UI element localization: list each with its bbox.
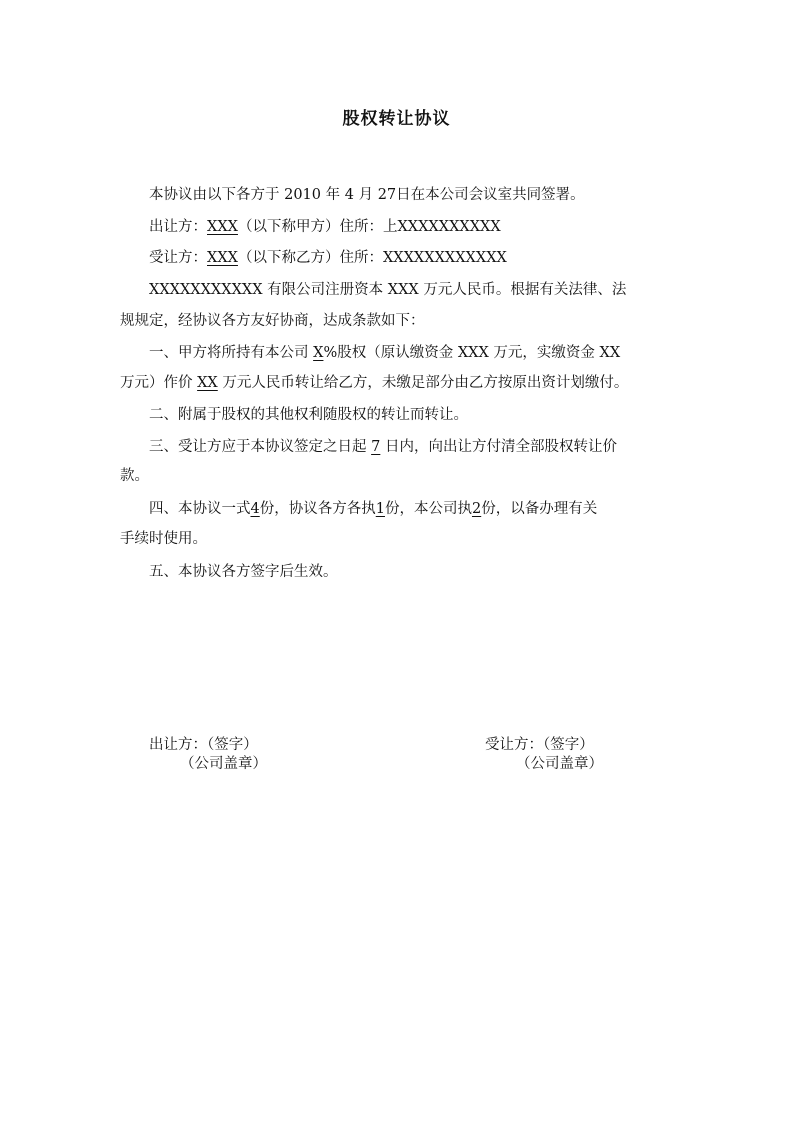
price: XX: [197, 375, 218, 391]
text: 万元）作价: [120, 375, 193, 391]
text: 日内，向出让方付清全部股权转让价: [384, 439, 617, 455]
clause-1-line1: [149, 343, 620, 363]
text: 份，以备办理有关: [481, 501, 598, 517]
each-party-copies: 1: [375, 501, 385, 517]
transferee-signature-label: 受让方：（签字）: [485, 737, 594, 753]
clause-4-line2: 手续时使用。: [120, 531, 207, 547]
text: 本协议由以下各方于: [149, 187, 280, 203]
copies-count: 4: [250, 501, 260, 517]
text: 份，本公司执: [384, 501, 472, 517]
party-label: 出让方：: [149, 219, 207, 235]
transferor-seal-label: （公司盖章）: [180, 756, 267, 772]
party-label: 受让方：: [149, 250, 207, 266]
transferee-paragraph: [149, 248, 507, 268]
clause-2: 二、附属于股权的其他权利随股权的转让而转让。: [149, 407, 468, 423]
text: 月: [358, 187, 374, 203]
text: （以下称甲方）住所：上: [237, 219, 398, 235]
transferee-seal-label: （公司盖章）: [516, 756, 603, 772]
clause-4-line1: [149, 499, 597, 519]
text: 年: [325, 187, 341, 203]
text: 份，协议各方各执: [259, 501, 376, 517]
text: （以下称乙方）住所：: [237, 250, 383, 266]
year: 2010: [284, 187, 322, 203]
clause-5: 五、本协议各方签字后生效。: [149, 564, 338, 580]
party-name: XXX: [207, 219, 238, 235]
text: 日在本公司会议室共同签署。: [396, 187, 585, 203]
day: 27: [377, 187, 397, 203]
clause-1-line2: [120, 373, 628, 393]
text: %股权（原认缴资金 XXX 万元，实缴资金 XX: [323, 345, 621, 361]
company-paragraph-line1: XXXXXXXXXXX 有限公司注册资本 XXX 万元人民币。根据有关法律、法: [149, 282, 627, 298]
text: 四、本协议一式: [149, 501, 251, 517]
text: 一、甲方将所持有本公司: [149, 345, 309, 361]
text: 万元人民币转让给乙方，未缴足部分由乙方按原出资计划缴付。: [222, 375, 629, 391]
transferor-signature-label: 出让方：（签字）: [149, 737, 258, 753]
clause-3-line1: [149, 437, 617, 457]
company-paragraph-line2: 规规定，经协议各方友好协商，达成条款如下：: [120, 313, 425, 329]
party-address: XXXXXXXXXXXX: [382, 250, 507, 266]
document-title: 股权转让协议: [342, 109, 451, 129]
text: 三、受让方应于本协议签定之日起: [149, 439, 367, 455]
company-copies: 2: [471, 501, 482, 517]
transferor-paragraph: [149, 217, 501, 237]
share-percent: X: [313, 345, 324, 361]
month: 4: [344, 187, 354, 203]
clause-3-line2: 款。: [120, 468, 149, 484]
party-name: XXX: [207, 250, 238, 266]
signing-date-paragraph: [149, 185, 585, 205]
party-address: XXXXXXXXXX: [397, 219, 501, 235]
payment-days: 7: [371, 439, 381, 455]
